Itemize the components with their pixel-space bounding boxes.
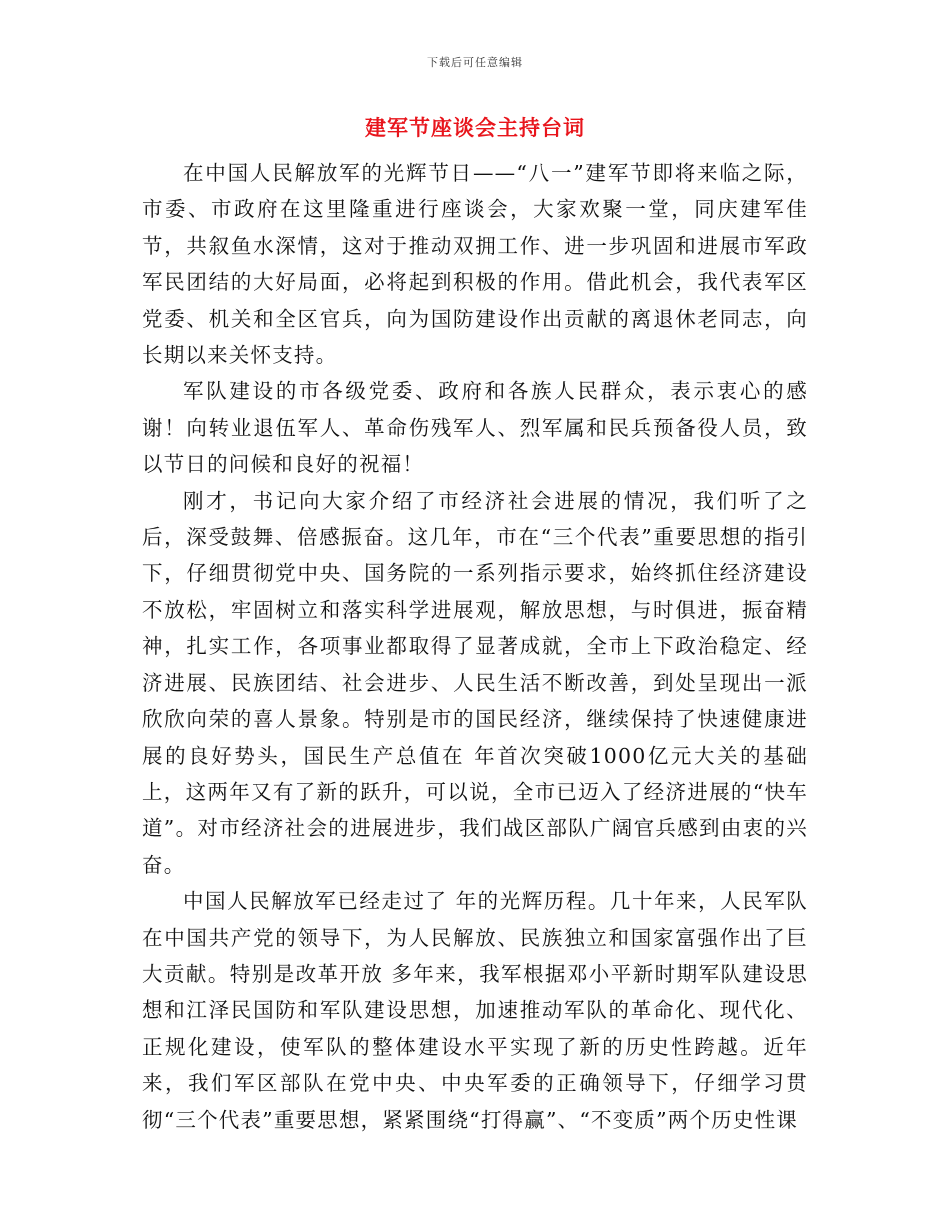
document-body [142,155,808,1138]
document-title: 建军节座谈会主持台词 [365,115,585,140]
paragraph: 在中国人民解放军的光辉节日——“八一”建军节即将来临之际，市委、市政府在这里隆重进行座谈会，大家欢聚一堂，同庆建军佳节，共叙鱼水深情，这对于推动双拥工作、进一步巩固和进展市军政军民团结的大好局面，必将起到积极的作用。借此机会，我代表军区党委、机关和全区官兵，向为国防建设作出贡献的离退休老同志，向长期以来关怀支持。 [142,161,808,368]
header-note: 下载后可任意编辑 [427,56,523,69]
paragraph: 刚才，书记向大家介绍了市经济社会进展的情况，我们听了之后，深受鼓舞、倍感振奋。这几年，市在“三个代表”重要思想的指引下，仔细贯彻党中央、国务院的一系列指示要求，始终抓住经济建设不放松，牢固树立和落实科学进展观，解放思想，与时俱进，振奋精神，扎实工作，各项事业都取得了显著成就，全市上下政治稳定、经济进展、民族团结、社会进步、人民生活不断改善，到处呈现出一派欣欣向荣的喜人景象。特别是市的国民经济，继续保持了快速健康进展的良好势头，国民生产总值在 年首次突破1000亿元大关的基础上，这两年又有了新的跃升，可以说，全市已迈入了经济进展的“快车道”。对市经济社会的进展进步，我们战区部队广阔官兵感到由衷的兴奋。 [142,488,808,877]
paragraph: 军队建设的市各级党委、政府和各族人民群众，表示衷心的感谢！向转业退伍军人、革命伤残军人、烈军属和民兵预备役人员，致以节日的问候和良好的祝福！ [142,379,808,477]
paragraph: 中国人民解放军已经走过了 年的光辉历程。几十年来，人民军队在中国共产党的领导下，为人民解放、民族独立和国家富强作出了巨大贡献。特别是改革开放 多年来，我军根据邓小平新时期军队建设思想和江泽民国防和军队建设思想，加速推动军队的革命化、现代化、正规化建设，使军队的整体建设水平实现了新的历史性跨越。近年来，我们军区部队在党中央、中央军委的正确领导下，仔细学习贯彻“三个代表”重要思想，紧紧围绕“打得赢”、“不变质”两个历史性课 [142,889,808,1132]
